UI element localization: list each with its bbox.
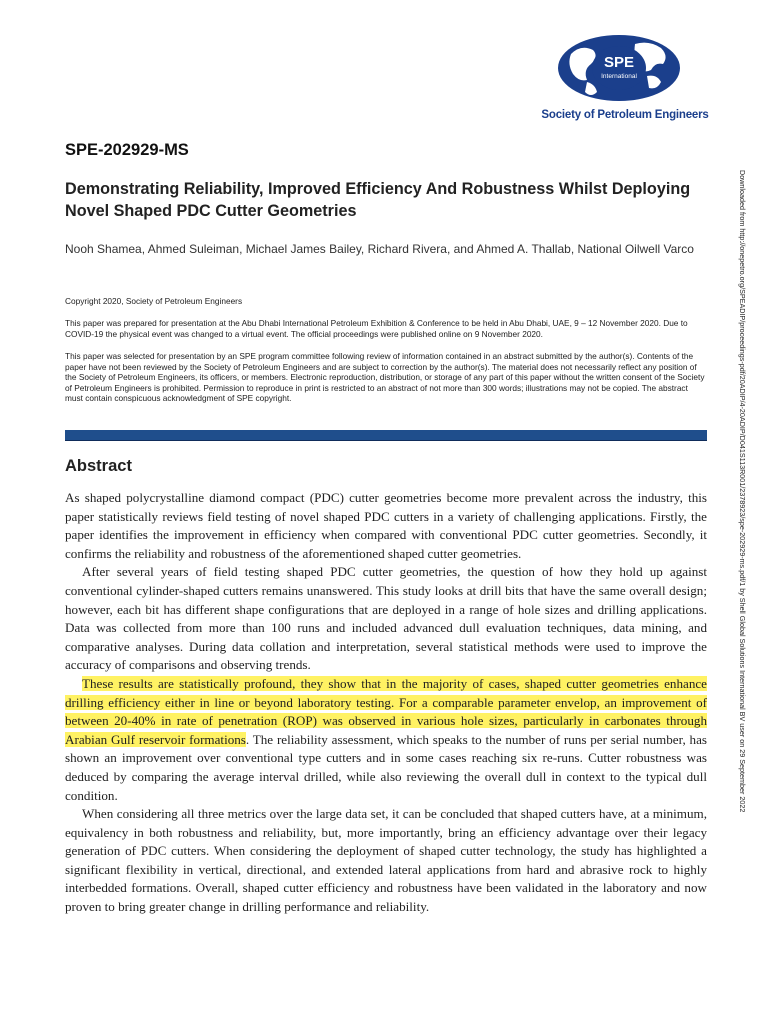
society-name: Society of Petroleum Engineers	[541, 109, 709, 121]
paper-title: Demonstrating Reliability, Improved Efficiency And Robustness Whilst Deploying Novel Shaped PDC Cutter Geometries	[65, 180, 691, 220]
spe-logo	[540, 30, 710, 130]
paper-authors: Nooh Shamea, Ahmed Suleiman, Michael James Bailey, Richard Rivera, and Ahmed A. Thallab, National Oilwell Varco	[65, 242, 694, 256]
prepared-note: This paper was prepared for presentation at the Abu Dhabi International Petroleum Exhibition & Conference to be held in Abu Dhabi, UAE, 9 – 12 November 2020. Due to COVID-19 the physical event was changed to a virtual event. The official proceedings were published online on 9 November 2020.	[65, 318, 688, 339]
highlighted-text: These results are statistically profound, they show that in the majority of cases, shaped cutter geometries enhance drilling efficiency either in line or beyond laboratory testing. For a comparable parameter envelop, an improvement of between 20-40% in rate of penetration (ROP) was observed in various hole sizes, particularly in carbonates through Arabian Gulf reservoir formations	[65, 675, 707, 747]
svg-text:SPE: SPE	[603, 54, 635, 71]
download-note: Downloaded from http://onepetro.org/SPEADIP/proceedings-pdf/20ADIP/4-20ADIP/D041S113R001/2378923/spe-202929-ms.pdf/1 by Shell Global Solutions International BV user on 29 September 2022	[738, 170, 747, 813]
selection-note: This paper was selected for presentation by an SPE program committee following review of information contained in an abstract submitted by the author(s). Contents of the paper have not been reviewed by the Society of Petroleum Engineers and are subject to correction by the author(s). The material does not necessarily reflect any position of the Society of Petroleum Engineers, its officers, or members. Electronic reproduction, distribution, or storage of any part of this paper without the written consent of the Society of Petroleum Engineers is prohibited. Permission to reproduce in print is restricted to an abstract of not more than 300 words; illustrations may not be copied. The abstract must contain conspicuous acknowledgment of SPE copyright.	[65, 351, 705, 404]
abstract-paragraph-1: As shaped polycrystalline diamond compact (PDC) cutter geometries become more prevalent across the industry, this paper statistically reviews field testing of novel shaped PDC cutters in a variety of challenging applications. Firstly, the paper identifies the improvement in efficiency when compared with conventional PDC cutter geometries. Secondly, it confirms the reliability and robustness of the aforementioned shaped cutter geometries.	[65, 490, 707, 561]
abstract-paragraph-2: After several years of field testing shaped PDC cutter geometries, the question of how they hold up against conventional cylinder-shaped cutters remains unanswered. This study looks at drill bits that have the same overall design; however, each bit has different shape configurations that are deployed in a range of hole sizes and drilling applications. Data was collected from more than 100 runs and included advanced dull evaluation techniques, data mining, and comparative analyses. During data collation and interpretation, several statistical methods were used to improve the accuracy of comparisons and observing trends.	[65, 564, 707, 673]
abstract-heading: Abstract	[65, 457, 132, 475]
copyright-line: Copyright 2020, Society of Petroleum Engineers	[65, 296, 243, 306]
abstract-body	[65, 489, 707, 917]
globe-icon	[557, 34, 681, 102]
abstract-paragraph-3-rest: . The reliability assessment, which speaks to the number of runs per serial number, has shown an improvement over conventional type cutters and in some cases reaching six re-runs. Cutter robustness was deduced by comparing the average interval drilled, while also reviewing the overall dull in context to the typical dull condition.	[65, 731, 707, 803]
abstract-paragraph-3	[65, 675, 707, 805]
paper-id: SPE-202929-MS	[65, 141, 189, 159]
svg-text:International: International	[601, 73, 637, 80]
abstract-paragraph-4: When considering all three metrics over the large data set, it can be concluded that shaped cutters have, at a minimum, equivalency in both robustness and reliability, but, more importantly, bring an efficiency advantage over their legacy generation of PDC cutters. When considering the deployment of shaped cutter technology, the study has highlighted a significant flexibility in vertical, directional, and extended lateral applications from hard and abrasive rock to highly interbedded formations. Overall, shaped cutter efficiency and robustness have been validated in the laboratory and now proven to bring greater change in drilling performance and reliability.	[65, 806, 707, 915]
section-divider	[65, 430, 707, 441]
